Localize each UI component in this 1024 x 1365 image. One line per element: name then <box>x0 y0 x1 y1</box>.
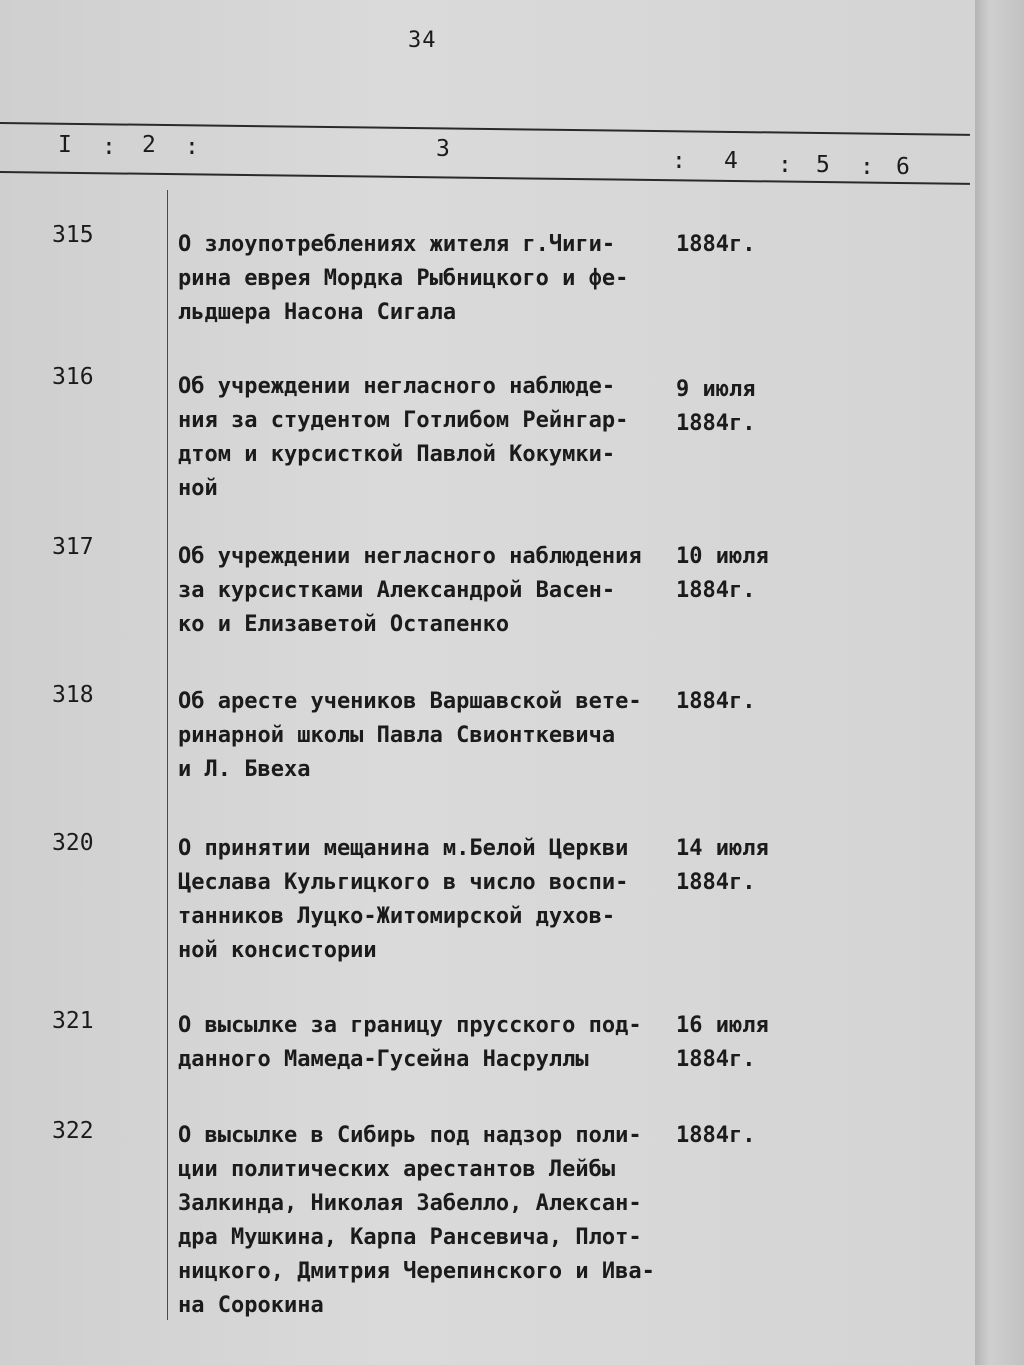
column-separator: : <box>672 148 686 174</box>
column-separator: : <box>860 154 874 180</box>
page-number: 34 <box>408 28 437 53</box>
entry-number: 316 <box>52 364 94 390</box>
column-separator: : <box>102 134 116 160</box>
entry-date: 1884г. <box>676 232 756 257</box>
entry-number: 320 <box>52 830 94 856</box>
entry-number: 322 <box>52 1118 94 1144</box>
entry-date: 1884г. <box>676 689 756 714</box>
entry-title: О злоупотреблениях жителя г.Чиги- рина еврея Мордка Рыбницкого и фе- льдшера Насона Сигала <box>178 232 629 325</box>
entry-number: 321 <box>52 1008 94 1034</box>
page-edge <box>975 0 1024 1365</box>
entry-number: 315 <box>52 222 94 248</box>
entry-date: 14 июля 1884г. <box>676 836 769 895</box>
entry-date: 16 июля 1884г. <box>676 1013 769 1072</box>
entry-date: 10 июля 1884г. <box>676 544 769 603</box>
column-header-5: 5 <box>816 152 830 178</box>
column-header-1: I <box>58 132 72 158</box>
entry-number: 317 <box>52 534 94 560</box>
column-header-4: 4 <box>724 148 738 174</box>
entry-title: О принятии мещанина м.Белой Церкви Цеслава Кульгицкого в число воспи- танников Луцко-Житомирской духов- ной консистории <box>178 836 629 963</box>
column-header-2: 2 <box>142 132 156 158</box>
entry-title: Об учреждении негласного наблюде- ния за студентом Готлибом Рейнгар- дтом и курсисткой Павлой Кокумки- ной <box>178 374 629 501</box>
column-header-6: 6 <box>896 154 910 180</box>
column-divider <box>167 190 168 1320</box>
entry-title: О высылке в Сибирь под надзор поли- ции политических арестантов Лейбы Залкинда, Николая Забелло, Алексан- дра Мушкина, Карпа Рансевича, Плот- ницкого, Дмитрия Черепинского и Ива- на Сорокина <box>178 1123 655 1318</box>
entry-title: О высылке за границу прусского под- данного Мамеда-Гусейна Насруллы <box>178 1013 642 1072</box>
entry-date: 9 июля 1884г. <box>676 377 756 436</box>
entry-date: 1884г. <box>676 1123 756 1148</box>
entry-title: Об аресте учеников Варшавской вете- ринарной школы Павла Свионткевича и Л. Бвеха <box>178 689 642 782</box>
entry-number: 318 <box>52 682 94 708</box>
entry-title: Об учреждении негласного наблюдения за курсистками Александрой Васен- ко и Елизаветой Остапенко <box>178 544 642 637</box>
column-separator: : <box>185 134 199 160</box>
column-separator: : <box>778 152 792 178</box>
column-header-3: 3 <box>436 136 450 162</box>
